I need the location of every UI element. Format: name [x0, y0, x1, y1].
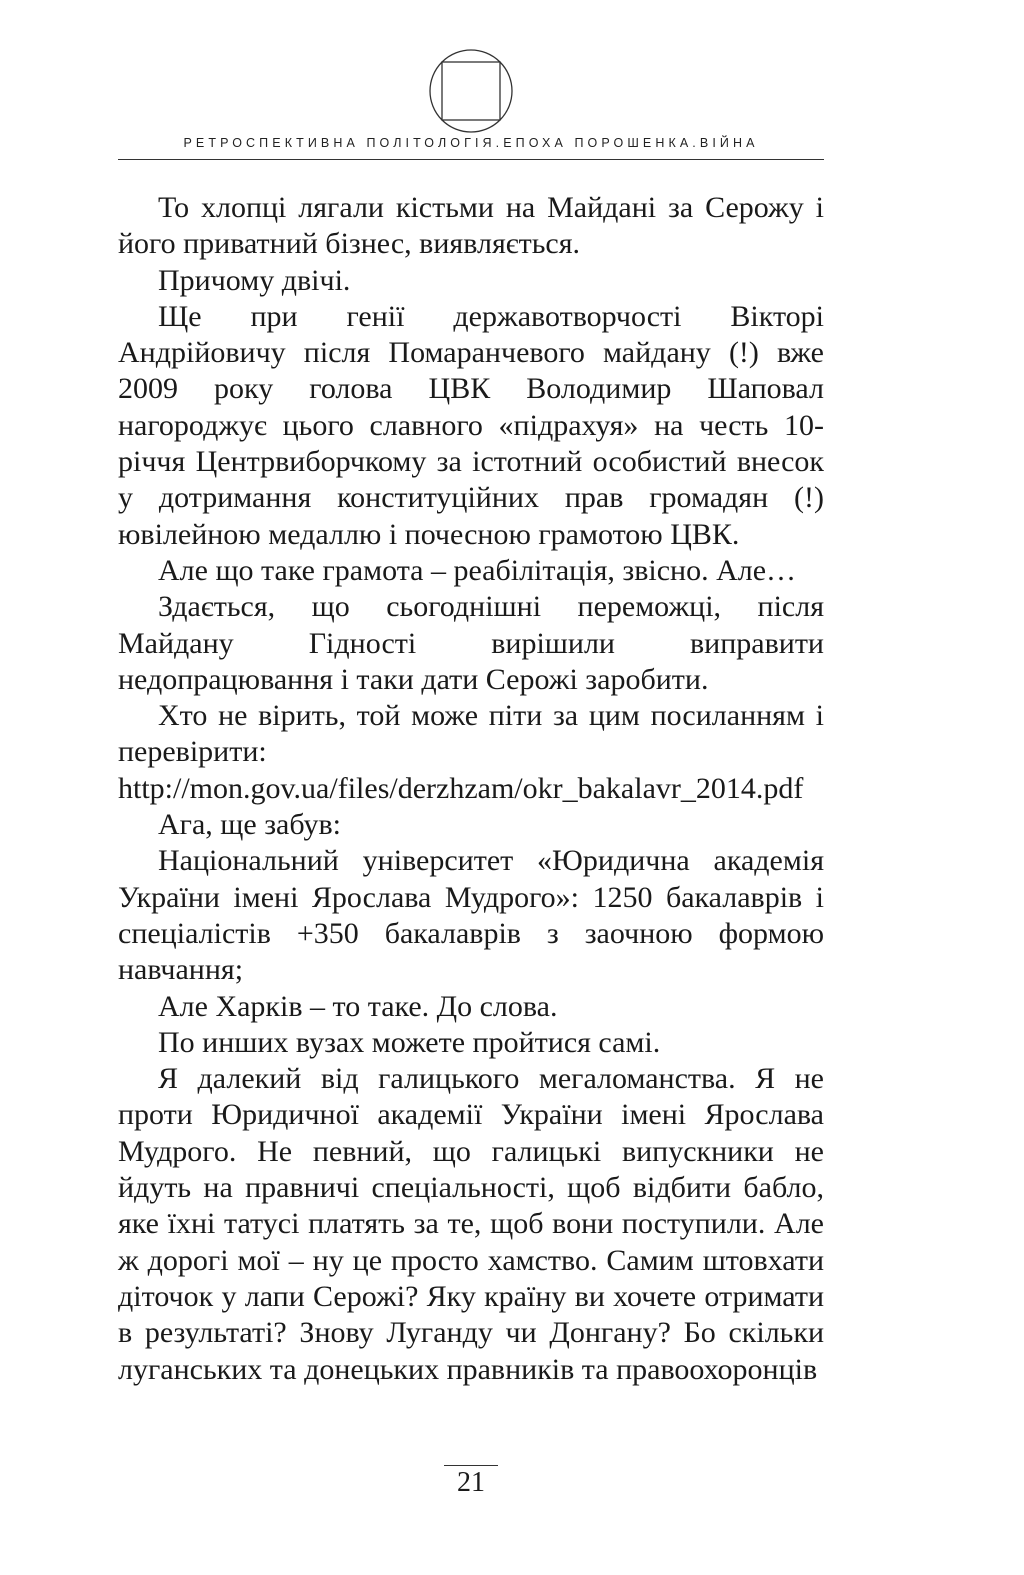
paragraph: Але що таке грамота – реабілітація, звісно. Але…	[158, 553, 797, 587]
paragraph: По инших вузах можете пройтися самі.	[158, 1025, 661, 1059]
running-header-title: РЕТРОСПЕКТИВНА ПОЛІТОЛОГІЯ.ЕПОХА ПОРОШЕНКА.ВІЙНА	[183, 136, 759, 150]
paragraph: Але Харків – то таке. До слова.	[158, 989, 558, 1023]
circle-square-emblem-icon	[428, 48, 514, 134]
paragraph: Ага, ще забув:	[158, 808, 341, 842]
paragraph: Ще при генії державотворчості Вікторі Андрійовичу після Помаранчевого майдану (!) вже 2009 року голова ЦВК Володимир Шаповал нагороджує цього славного «підрахуя» на честь 10-річчя Центрвиборчкому за істотний особистий внесок у дотримання конституційних прав громадян (!) ювілейною медаллю і почесною грамотою ЦВК.	[118, 299, 824, 551]
paragraph: Національний університет «Юридична академія України імені Ярослава Мудрого»: 1250 бакалаврів і спеціалістів +350 бакалаврів з заочною формою навчання;	[118, 844, 824, 987]
paragraph: Я далекий від галицького мегаломанства. Я не проти Юридичної академії України імені Ярослава Мудрого. Не певний, що галицькі випускники не йдуть на правничі спеціальності, щоб відбити бабло, яке їхні татусі платять за те, щоб вони поступили. Але ж дорогі мої – ну це просто хамство. Самим штовхати діточок у лапи Серожі? Яку країну ви хочете отримати в результаті? Знову Луганду чи Донгану? Бо скільки луганських та донецьких правників та правоохоронців	[118, 1062, 824, 1386]
header-divider	[118, 159, 824, 160]
paragraph: Хто не вірить, той може піти за цим посиланням і перевірити: http://mon.gov.ua/files/derzhzam/okr_bakalavr_2014.pdf	[118, 699, 824, 805]
paragraph: Причому двічі.	[158, 263, 351, 297]
paragraph: Здається, що сьогоднішні переможці, після Майдану Гідності вирішили виправити недопрацювання і таки дати Серожі заробити.	[118, 590, 824, 696]
page-number: 21	[457, 1467, 485, 1498]
body-text	[118, 190, 824, 1388]
paragraph: То хлопці лягали кістьми на Майдані за Серожу і його приватний бізнес, виявляється.	[118, 191, 824, 261]
